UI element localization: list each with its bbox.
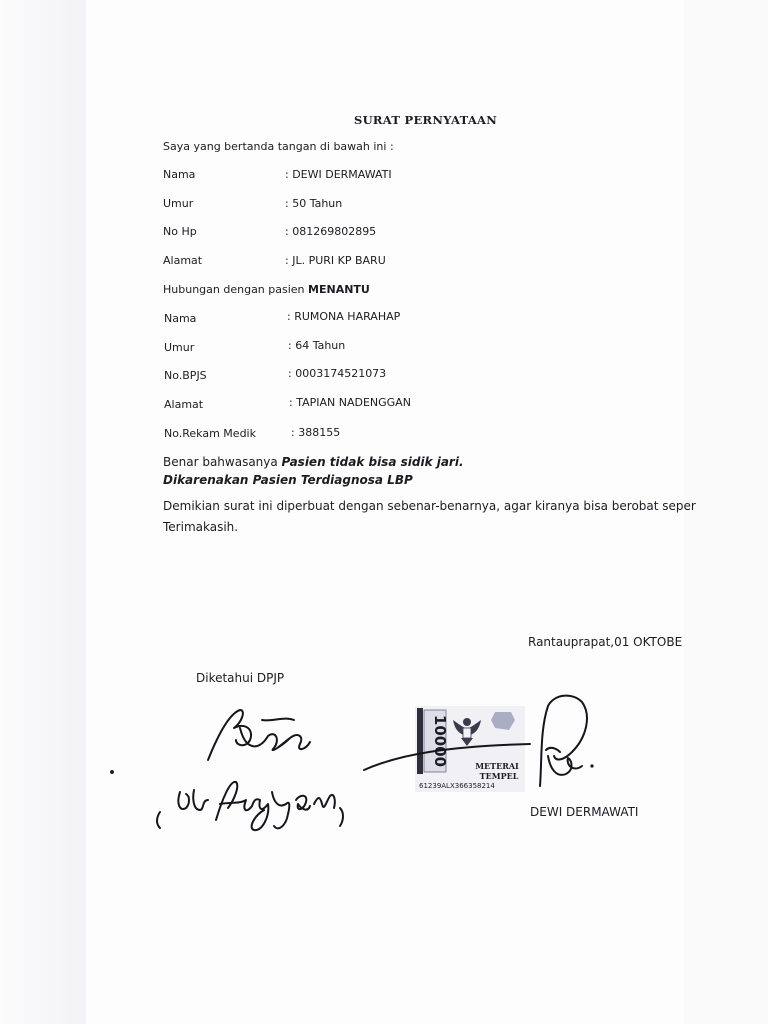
relation-value: MENANTU <box>308 283 370 296</box>
patient-address-value: : TAPIAN NADENGGAN <box>289 396 411 409</box>
patient-bpjs-value: : 0003174521073 <box>288 367 387 380</box>
patient-name-value: : RUMONA HARAHAP <box>287 310 401 323</box>
ink-dot-left <box>110 770 114 774</box>
statement-line <box>163 455 464 469</box>
patient-age-value: : 64 Tahun <box>288 339 346 352</box>
doctor-signature <box>150 700 360 840</box>
patient-medical-record-label: No.Rekam Medik <box>164 427 256 440</box>
stamp-label-line2: TEMPEL <box>479 771 519 781</box>
declarant-name-value: : DEWI DERMAWATI <box>285 168 392 181</box>
stamp-denomination: 10000 <box>431 714 449 768</box>
diagnosis-line: Dikarenakan Pasien Terdiagnosa LBP <box>163 473 413 487</box>
patient-address-label: Alamat <box>164 398 204 411</box>
declarant-address-label: Alamat <box>163 254 203 267</box>
declarant-age-value: : 50 Tahun <box>285 197 343 210</box>
intro-text: Saya yang bertanda tangan di bawah ini : <box>163 140 394 153</box>
declarant-name-label: Nama <box>163 168 196 181</box>
scan-right-margin <box>684 0 768 1024</box>
statement-emphasis: Pasien tidak bisa sidik jari. <box>281 455 464 469</box>
signer-name: DEWI DERMAWATI <box>530 805 639 819</box>
declarant-phone-value: : 081269802895 <box>285 225 377 238</box>
patient-name-label: Nama <box>164 312 197 325</box>
relation-prefix: Hubungan dengan pasien <box>163 283 309 296</box>
patient-medical-record-value: : 388155 <box>291 426 341 439</box>
document-title: SURAT PERNYATAAN <box>354 113 498 127</box>
declarant-phone-label: No Hp <box>163 225 197 238</box>
patient-bpjs-label: No.BPJS <box>164 369 207 382</box>
patient-age-label: Umur <box>164 341 195 354</box>
stamp-serial: 61239ALX366358214 <box>419 782 495 790</box>
closing-line: Demikian surat ini diperbuat dengan sebenar-benarnya, agar kiranya bisa berobat seper <box>163 499 696 513</box>
stamp-label-line1: METERAI <box>475 761 519 771</box>
relation-line <box>163 283 370 296</box>
scan-left-margin <box>0 0 86 1024</box>
declarant-address-value: : JL. PURI KP BARU <box>285 254 386 267</box>
thanks-line: Terimakasih. <box>163 520 239 534</box>
statement-prefix: Benar bahwasanya <box>163 455 282 469</box>
acknowledged-by: Diketahui DPJP <box>196 671 285 685</box>
declarant-age-label: Umur <box>163 197 194 210</box>
signer-signature <box>360 690 610 800</box>
place-date: Rantauprapat,01 OKTOBE <box>528 635 683 649</box>
